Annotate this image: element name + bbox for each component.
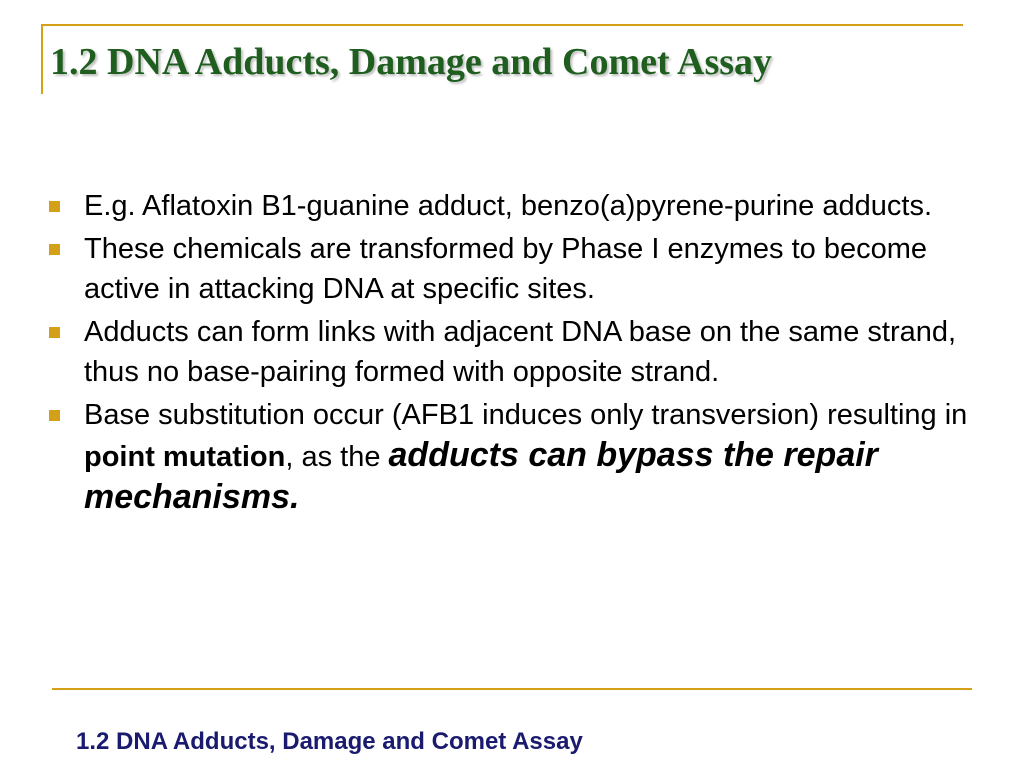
- bullet-item: [44, 229, 1004, 309]
- square-bullet-icon: [49, 327, 60, 338]
- square-bullet-icon: [49, 410, 60, 421]
- footer-divider: [52, 688, 972, 690]
- bullet-item: [44, 312, 1004, 392]
- slide-title: 1.2 DNA Adducts, Damage and Comet Assay: [50, 41, 773, 83]
- title-frame-left-line: [41, 24, 43, 94]
- bullet-text-middle: , as the: [285, 441, 389, 473]
- square-bullet-icon: [49, 244, 60, 255]
- square-bullet-icon: [49, 201, 60, 212]
- bullet-text: Adducts can form links with adjacent DNA base on the same strand, thus no base-pairing formed with opposite strand.: [84, 316, 957, 388]
- bullet-text: These chemicals are transformed by Phase I enzymes to become active in attacking DNA at specific sites.: [84, 233, 927, 305]
- bullet-item: [44, 186, 1004, 226]
- bullet-list: [44, 186, 1004, 522]
- bold-emphasis: point mutation: [84, 441, 286, 473]
- bullet-item: [44, 395, 1004, 519]
- title-frame-top-line: [41, 24, 963, 26]
- bold-italic-emphasis: adducts can bypass the repair mechanisms.: [84, 436, 878, 516]
- bullet-text-start: Base substitution occur (AFB1 induces only transversion) resulting in: [84, 399, 968, 431]
- slide-footer: 1.2 DNA Adducts, Damage and Comet Assay: [76, 728, 583, 755]
- bullet-text: E.g. Aflatoxin B1-guanine adduct, benzo(a)pyrene-purine adducts.: [84, 190, 932, 222]
